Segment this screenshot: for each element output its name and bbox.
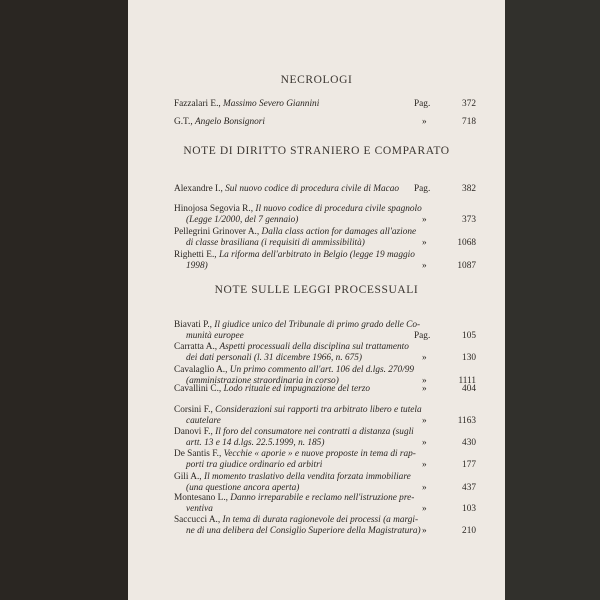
entry-text: Biavati P., Il giudice unico del Tribunale di primo grado delle Co- bbox=[174, 320, 421, 330]
entry-text: Danovi F., Il foro del consumatore nei contratti a distanza (sugli bbox=[174, 427, 414, 437]
book-page bbox=[128, 0, 505, 600]
entry-text: Pellegrini Grinover A., Dalla class action for damages all'azione bbox=[174, 227, 417, 237]
entry-text-continued: di classe brasiliana (i requisiti di ammissibilità) bbox=[186, 238, 365, 248]
background-right bbox=[505, 0, 600, 600]
page-label: » bbox=[422, 416, 427, 426]
page-number: 718 bbox=[462, 117, 476, 127]
page-number: 1068 bbox=[457, 238, 476, 248]
page-number: 103 bbox=[462, 504, 476, 514]
entry-text-continued: artt. 13 e 14 d.lgs. 22.5.1999, n. 185) bbox=[186, 438, 325, 448]
page-label: » bbox=[422, 215, 427, 225]
page-label: » bbox=[422, 376, 427, 386]
page-label: » bbox=[422, 483, 427, 493]
entry-text-continued: 1998) bbox=[186, 261, 208, 271]
page-number: 210 bbox=[462, 526, 476, 536]
page-number: 372 bbox=[462, 99, 476, 109]
page-number: 373 bbox=[462, 215, 476, 225]
entry-text: Carratta A., Aspetti processuali della disciplina sul trattamento bbox=[174, 342, 409, 352]
entry-text-continued: ventiva bbox=[186, 504, 213, 514]
entry-text: Corsini F., Considerazioni sui rapporti tra arbitrato libero e tutela bbox=[174, 405, 422, 415]
page-label: Pag. bbox=[414, 99, 431, 109]
page-number: 382 bbox=[462, 184, 476, 194]
page-label: » bbox=[422, 460, 427, 470]
page-label: » bbox=[422, 353, 427, 363]
page-number: 437 bbox=[462, 483, 476, 493]
page-label: Pag. bbox=[414, 184, 431, 194]
entry-text-continued: (una questione ancora aperta) bbox=[186, 483, 300, 493]
page-number: 430 bbox=[462, 438, 476, 448]
page-number: 1087 bbox=[457, 261, 476, 271]
entry-text: Cavallini C., Lodo rituale ed impugnazione del terzo bbox=[174, 384, 371, 394]
entry-text: Montesano L., Danno irreparabile e reclamo nell'istruzione pre- bbox=[174, 493, 415, 503]
page-label: » bbox=[422, 504, 427, 514]
page-label: » bbox=[422, 526, 427, 536]
page-number: 177 bbox=[462, 460, 476, 470]
page-number: 1111 bbox=[458, 376, 476, 386]
entry-text: Cavalaglio A., Un primo commento all'art. 106 del d.lgs. 270/99 bbox=[174, 365, 415, 375]
entry-text: Fazzalari E., Massimo Severo Giannini bbox=[174, 99, 320, 109]
page-number: 105 bbox=[462, 331, 476, 341]
page-label: » bbox=[422, 117, 427, 127]
page-label: » bbox=[422, 261, 427, 271]
entry-text: Alexandre I., Sul nuovo codice di procedura civile di Macao bbox=[174, 184, 400, 194]
section-title: NOTE DI DIRITTO STRANIERO E COMPARATO bbox=[183, 145, 450, 157]
entry-text-continued: (Legge 1/2000, del 7 gennaio) bbox=[186, 215, 299, 225]
entry-text-continued: cautelare bbox=[186, 416, 221, 426]
entry-text: G.T., Angelo Bonsignori bbox=[174, 117, 265, 127]
entry-text-continued: (amministrazione straordinaria in corso) bbox=[186, 376, 339, 386]
page-number: 130 bbox=[462, 353, 476, 363]
page-number: 1163 bbox=[457, 416, 476, 426]
section-title: NECROLOGI bbox=[280, 74, 353, 86]
section-title: NOTE SULLE LEGGI PROCESSUALI bbox=[214, 284, 419, 296]
entry-text-continued: porti tra giudice ordinario ed arbitri bbox=[186, 460, 323, 470]
entry-text: Hinojosa Segovia R., Il nuovo codice di procedura civile spagnolo bbox=[174, 204, 422, 214]
background-left bbox=[0, 0, 128, 600]
page-label: » bbox=[422, 238, 427, 248]
entry-text-continued: ne di una delibera del Consiglio Superiore della Magistratura) bbox=[186, 526, 421, 536]
entry-text: Gili A., Il momento traslativo della vendita forzata immobiliare bbox=[174, 472, 411, 482]
entry-text-continued: munità europee bbox=[186, 331, 244, 341]
page-label: » bbox=[422, 438, 427, 448]
page-label: Pag. bbox=[414, 331, 431, 341]
page-number: 404 bbox=[462, 384, 476, 394]
page-label: » bbox=[422, 384, 427, 394]
entry-text: Saccucci A., In tema di durata ragionevole dei processi (a margi- bbox=[174, 515, 419, 525]
entry-text: Righetti E., La riforma dell'arbitrato in Belgio (legge 19 maggio bbox=[174, 250, 415, 260]
entry-text-continued: dei dati personali (l. 31 dicembre 1966, n. 675) bbox=[186, 353, 363, 363]
entry-text: De Santis F., Vecchie « aporie » e nuove proposte in tema di rap- bbox=[174, 449, 416, 459]
